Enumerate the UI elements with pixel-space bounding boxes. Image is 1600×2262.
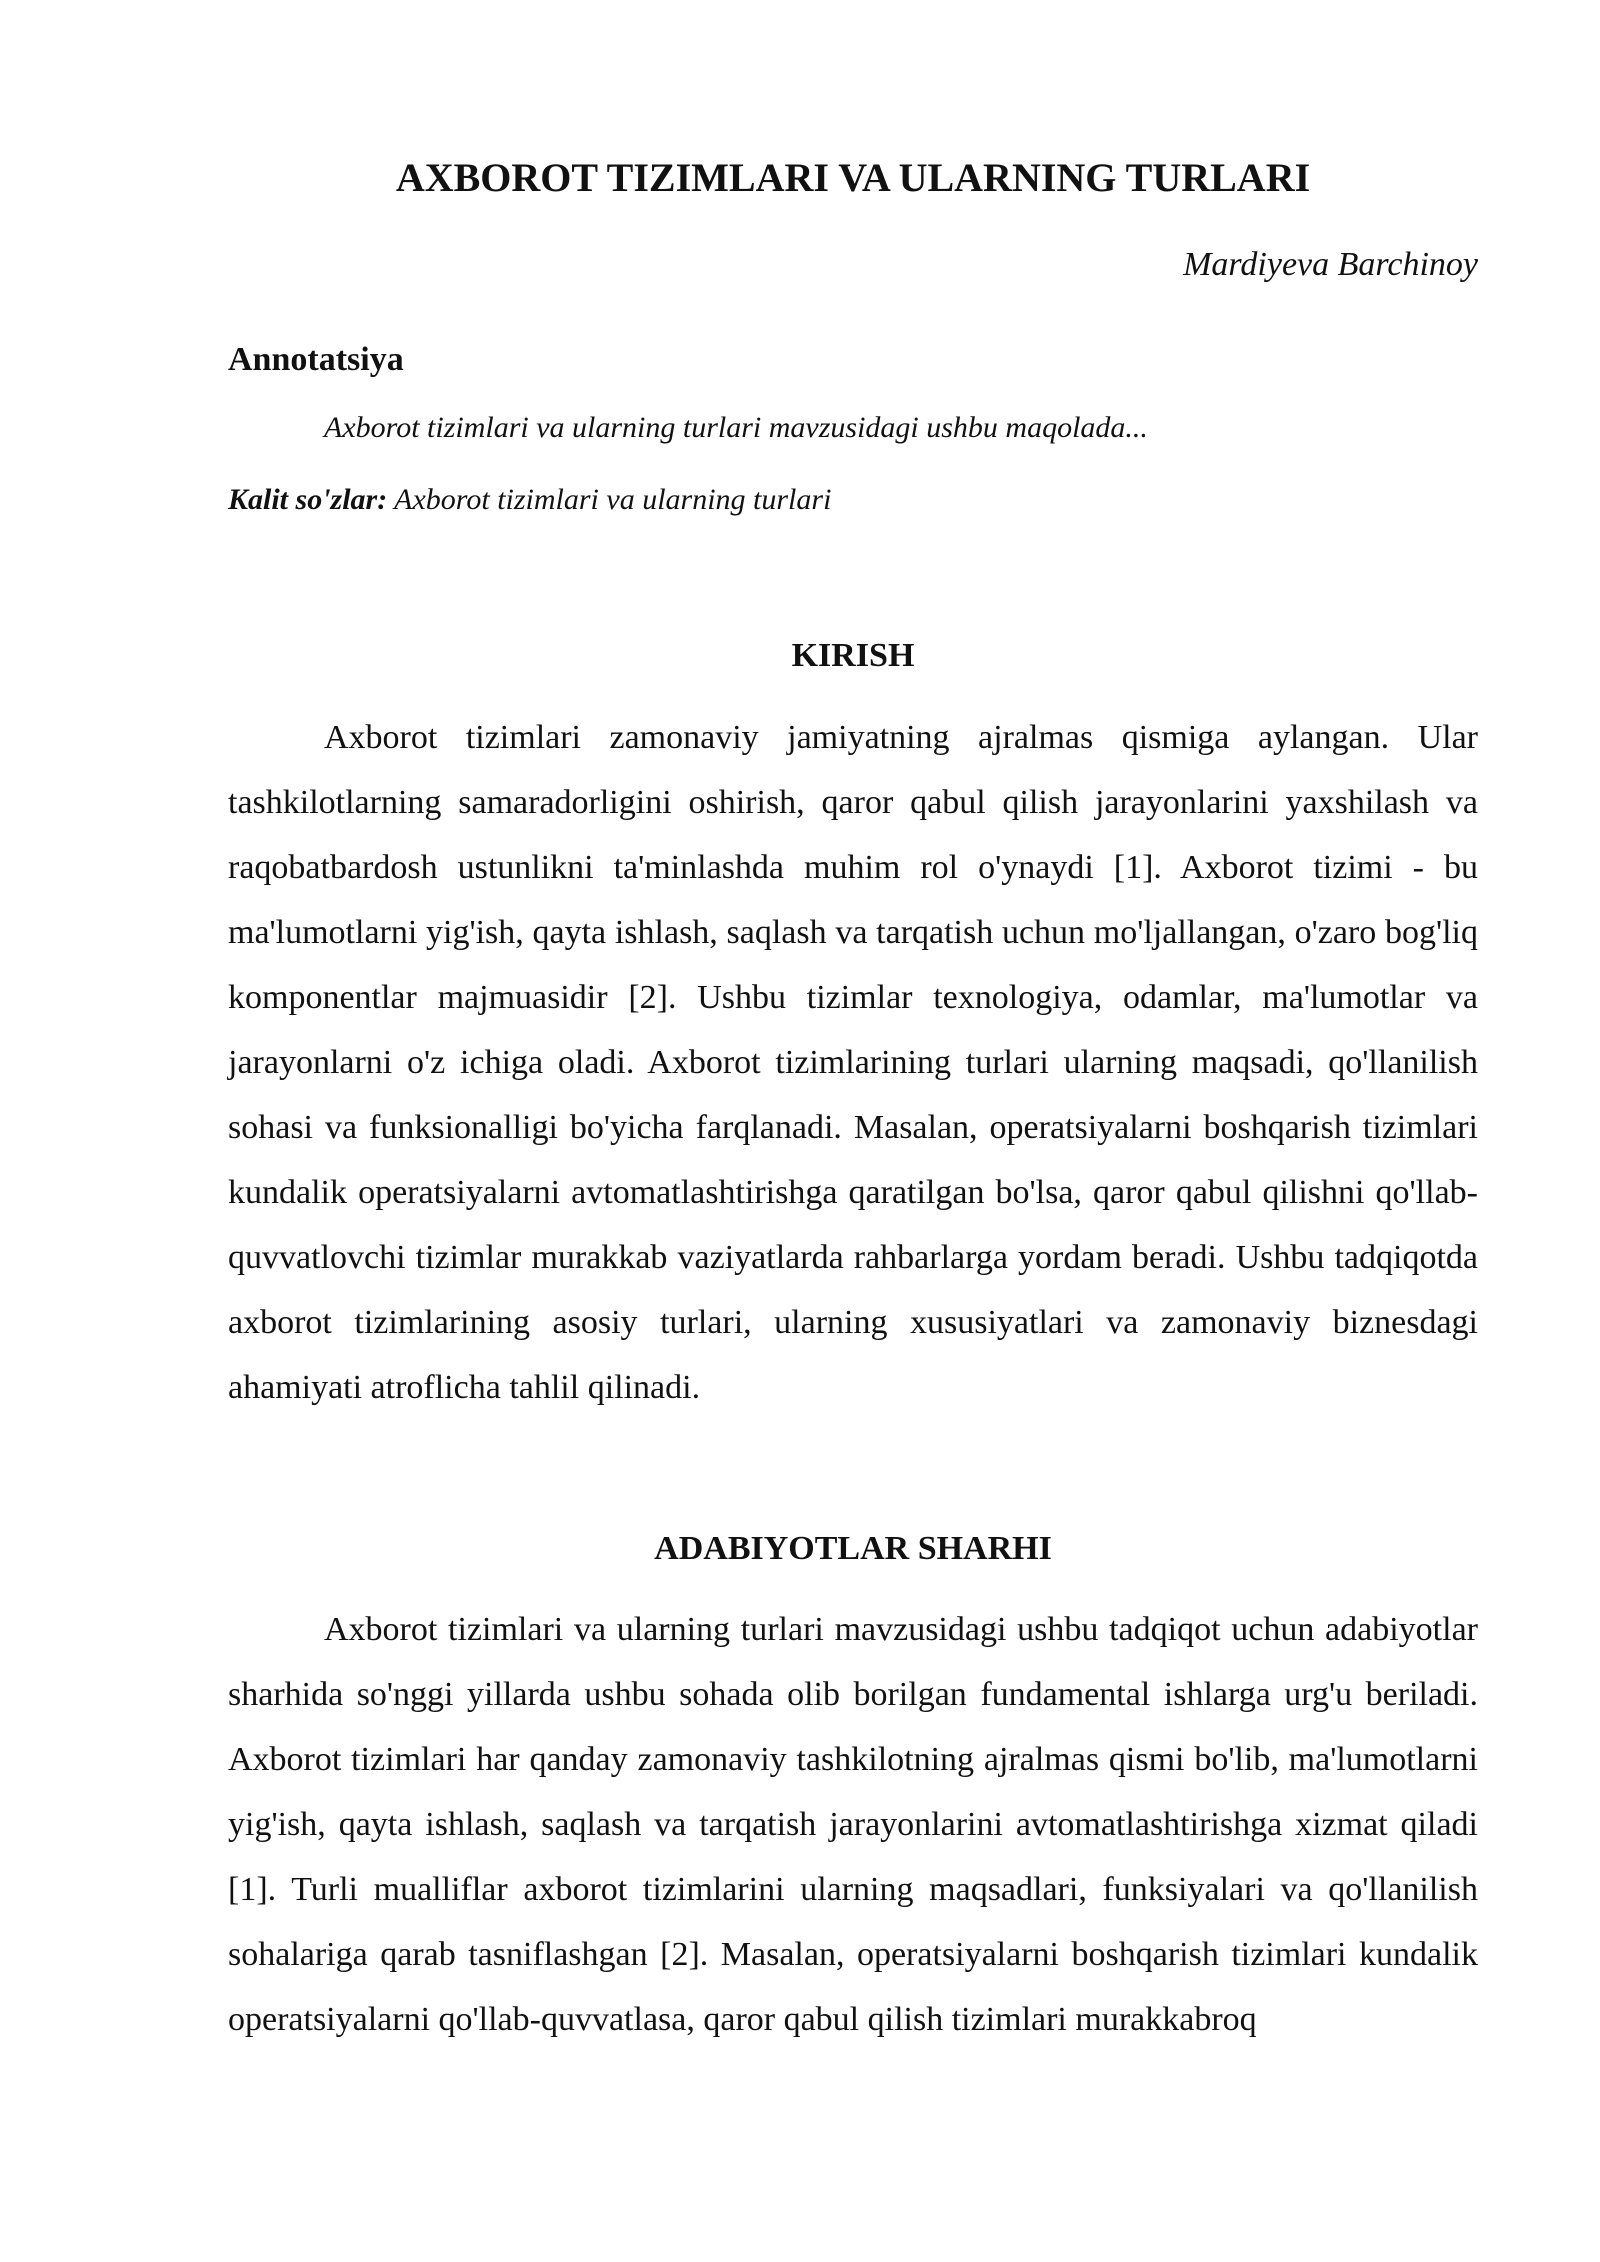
section-heading-kirish: KIRISH	[791, 637, 915, 674]
keywords-label: Kalit so'zlar:	[228, 483, 388, 516]
document-title: AXBOROT TIZIMLARI VA ULARNING TURLARI	[395, 155, 1311, 200]
section-paragraph-adabiyotlar: Axborot tizimlari va ularning turlari mavzusidagi ushbu tadqiqot uchun adabiyotlar sharhida so'nggi yillarda ushbu sohada olib borilgan fundamental ishlarga urg'u beriladi. Axborot tizimlari har qanday zamonaviy tashkilotning ajralmas qismi bo'lib, ma'lumotlarni yig'ish, qayta ishlash, saqlash va tarqatish jarayonlarini avtomatlashtirishga xizmat qiladi [1]. Turli mualliflar axborot tizimlarini ularning maqsadlari, funksiyalari va qo'llanilish sohalariga qarab tasniflashgan [2]. Masalan, operatsiyalarni boshqarish tizimlari kundalik operatsiyalarni qo'llab-quvvatlasa, qaror qabul qilish tizimlari murakkabroq	[228, 1611, 1478, 2038]
section-heading-adabiyotlar: ADABIYOTLAR SHARHI	[654, 1530, 1052, 1567]
keywords-text: Axborot tizimlari va ularning turlari	[387, 483, 832, 516]
annotation-text: Axborot tizimlari va ularning turlari mavzusidagi ushbu maqolada...	[324, 411, 1148, 444]
annotation-heading: Annotatsiya	[228, 341, 404, 378]
author-name: Mardiyeva Barchinoy	[1183, 246, 1478, 283]
section-paragraph-kirish: Axborot tizimlari zamonaviy jamiyatning ajralmas qismiga aylangan. Ular tashkilotlarning samaradorligini oshirish, qaror qabul qilish jarayonlarini yaxshilash va raqobatbardosh ustunlikni ta'minlashda muhim rol o'ynaydi [1]. Axborot tizimi - bu ma'lumotlarni yig'ish, qayta ishlash, saqlash va tarqatish uchun mo'ljallangan, o'zaro bog'liq komponentlar majmuasidir [2]. Ushbu tizimlar texnologiya, odamlar, ma'lumotlar va jarayonlarni o'z ichiga oladi. Axborot tizimlarining turlari ularning maqsadi, qo'llanilish sohasi va funksionalligi bo'yicha farqlanadi. Masalan, operatsiyalarni boshqarish tizimlari kundalik operatsiyalarni avtomatlashtirishga qaratilgan bo'lsa, qaror qabul qilishni qo'llab-quvvatlovchi tizimlar murakkab vaziyatlarda rahbarlarga yordam beradi. Ushbu tadqiqotda axborot tizimlarining asosiy turlari, ularning xususiyatlari va zamonaviy biznesdagi ahamiyati atroflicha tahlil qilinadi.	[228, 719, 1478, 1406]
keywords-line	[228, 478, 831, 522]
